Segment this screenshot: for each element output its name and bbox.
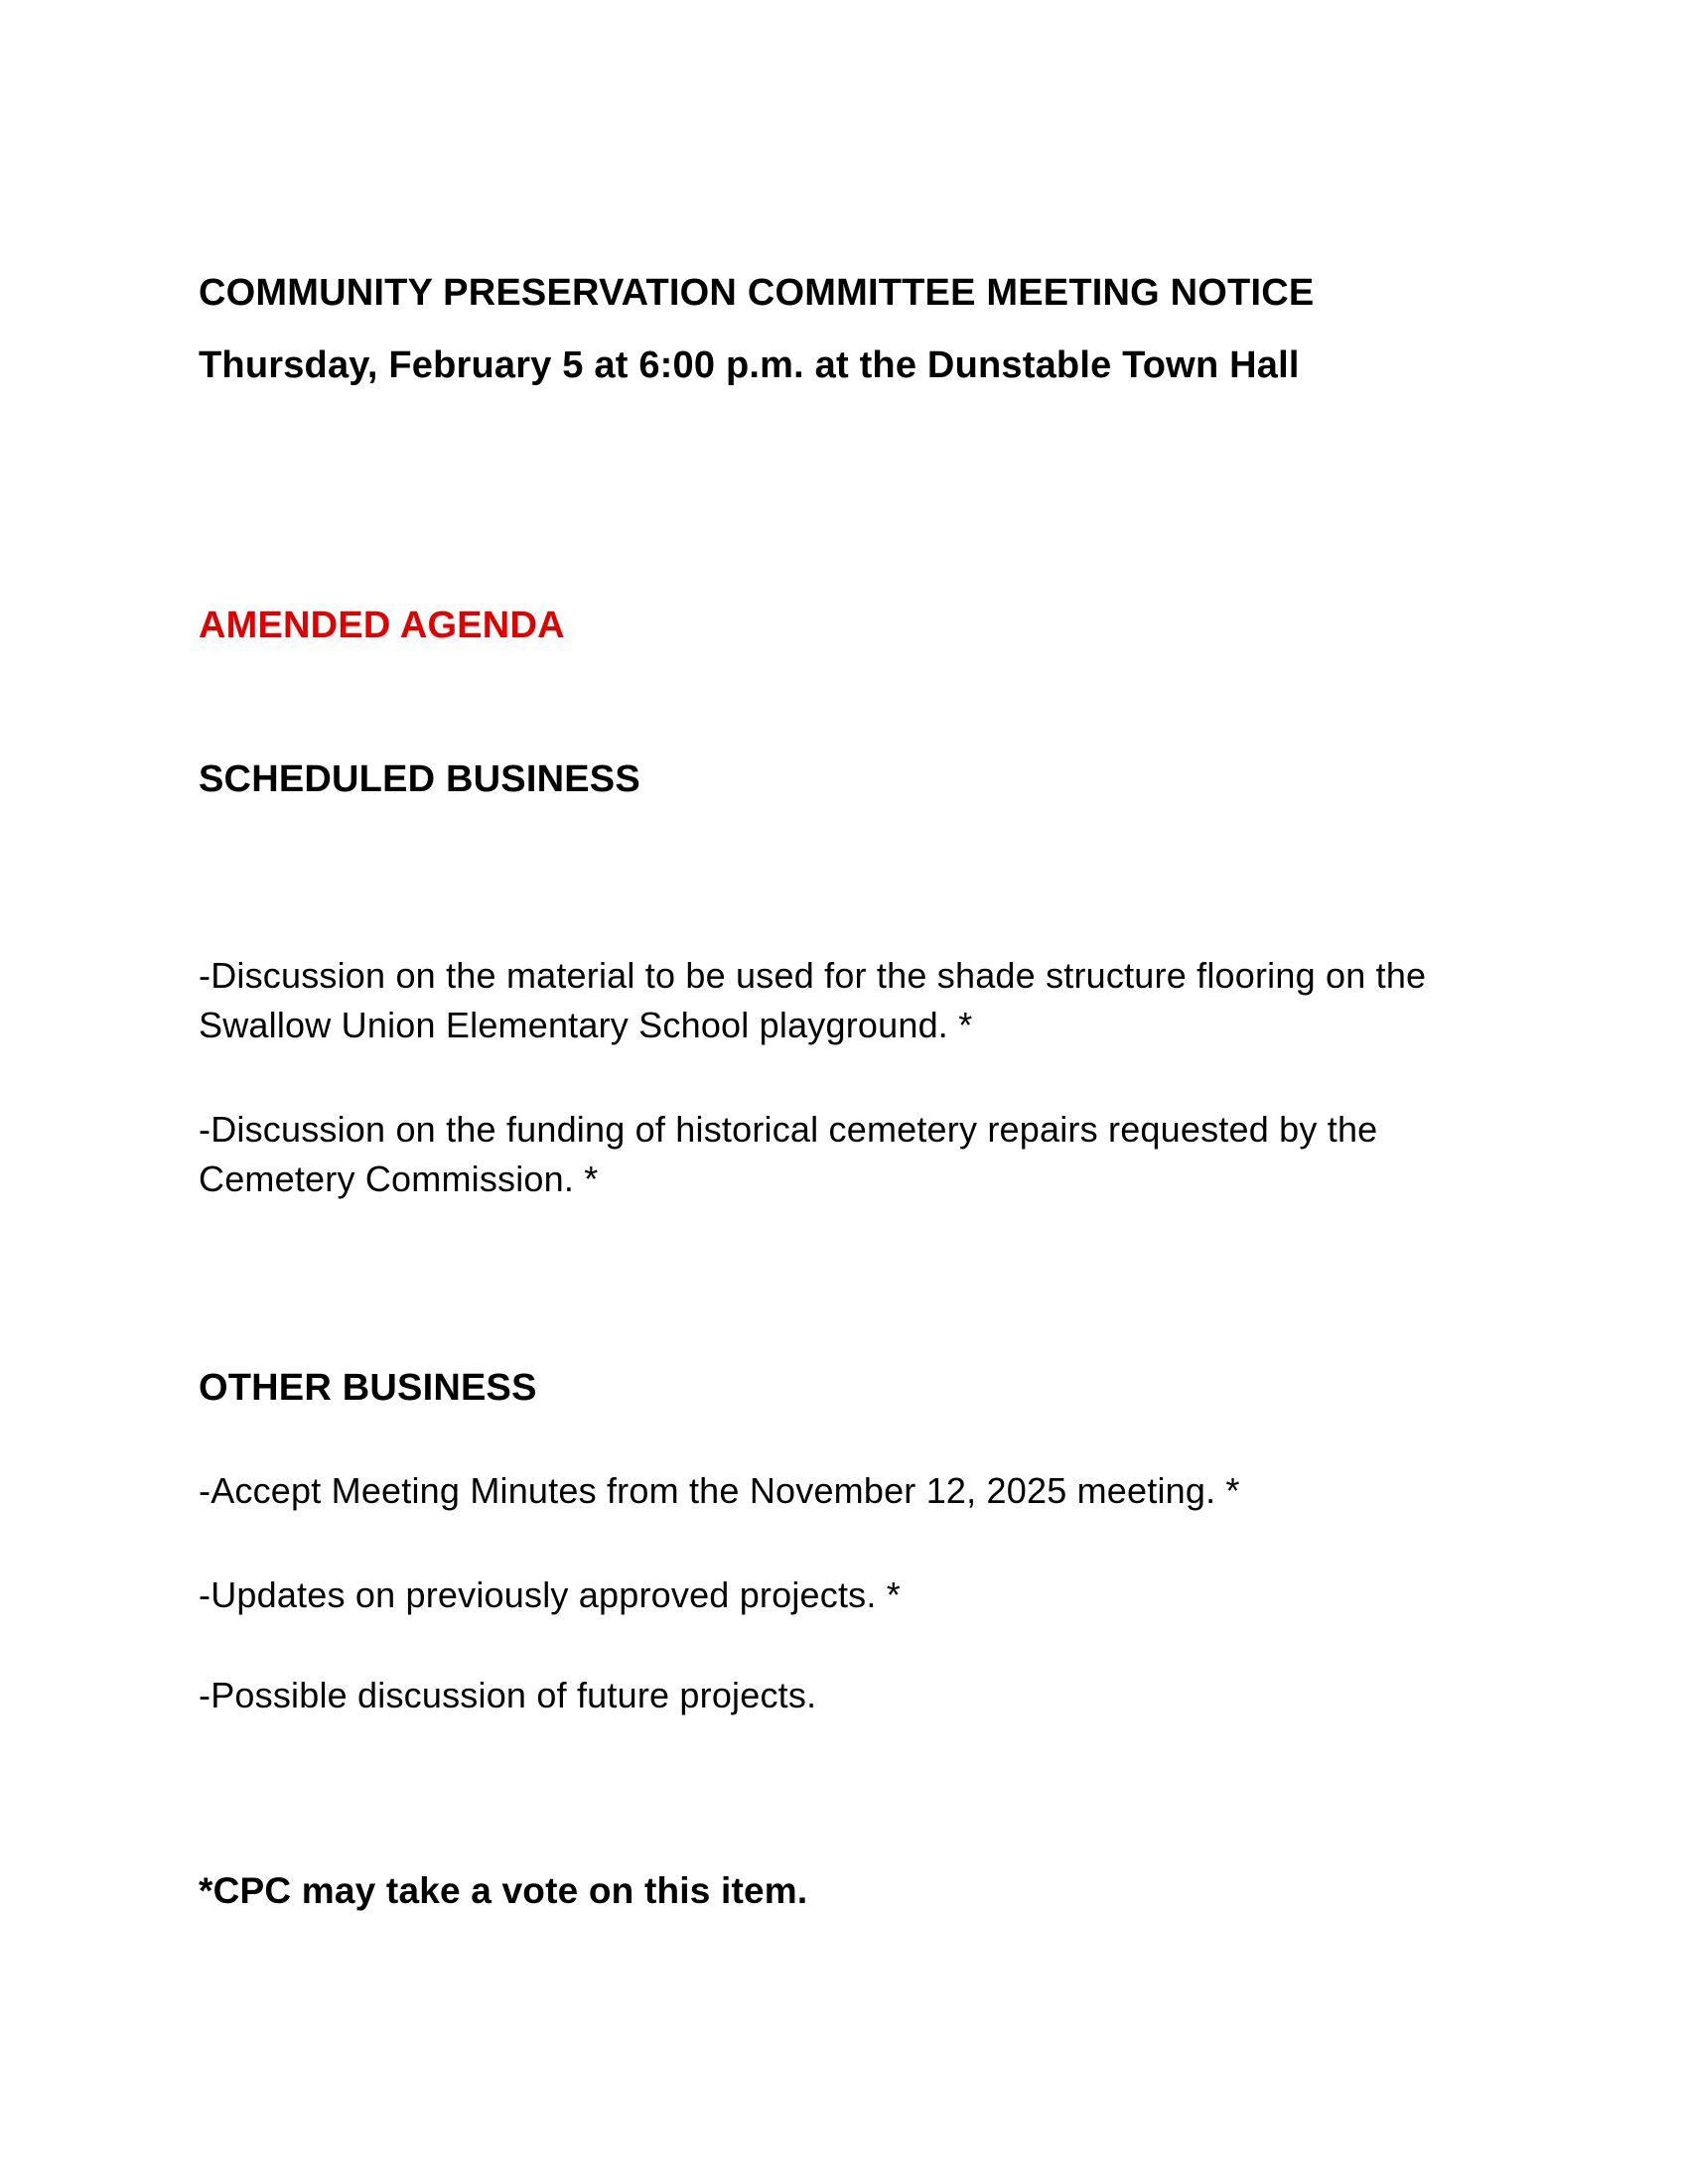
agenda-item-cemetery-repairs	[199, 1105, 1450, 1204]
agenda-item-project-updates: -Updates on previously approved projects. *	[199, 1574, 901, 1615]
amended-agenda-heading: AMENDED AGENDA	[199, 605, 565, 646]
vote-footnote: *CPC may take a vote on this item.	[199, 1870, 808, 1911]
agenda-item-line: Cemetery Commission. *	[199, 1159, 599, 1199]
agenda-item-line: -Discussion on the funding of historical cemetery repairs requested by the	[199, 1109, 1378, 1150]
agenda-item-future-projects: -Possible discussion of future projects.	[199, 1675, 817, 1715]
agenda-item-shade-structure	[199, 951, 1450, 1050]
other-business-heading: OTHER BUSINESS	[199, 1367, 537, 1409]
meeting-date-line: Thursday, February 5 at 6:00 p.m. at the Dunstable Town Hall	[199, 344, 1300, 386]
agenda-item-line: Swallow Union Elementary School playground. *	[199, 1005, 973, 1045]
agenda-item-meeting-minutes: -Accept Meeting Minutes from the November 12, 2025 meeting. *	[199, 1470, 1240, 1511]
agenda-item-line: -Discussion on the material to be used for the shade structure flooring on the	[199, 955, 1427, 996]
scheduled-business-heading: SCHEDULED BUSINESS	[199, 758, 640, 800]
meeting-notice-title: COMMUNITY PRESERVATION COMMITTEE MEETING NOTICE	[199, 272, 1315, 314]
